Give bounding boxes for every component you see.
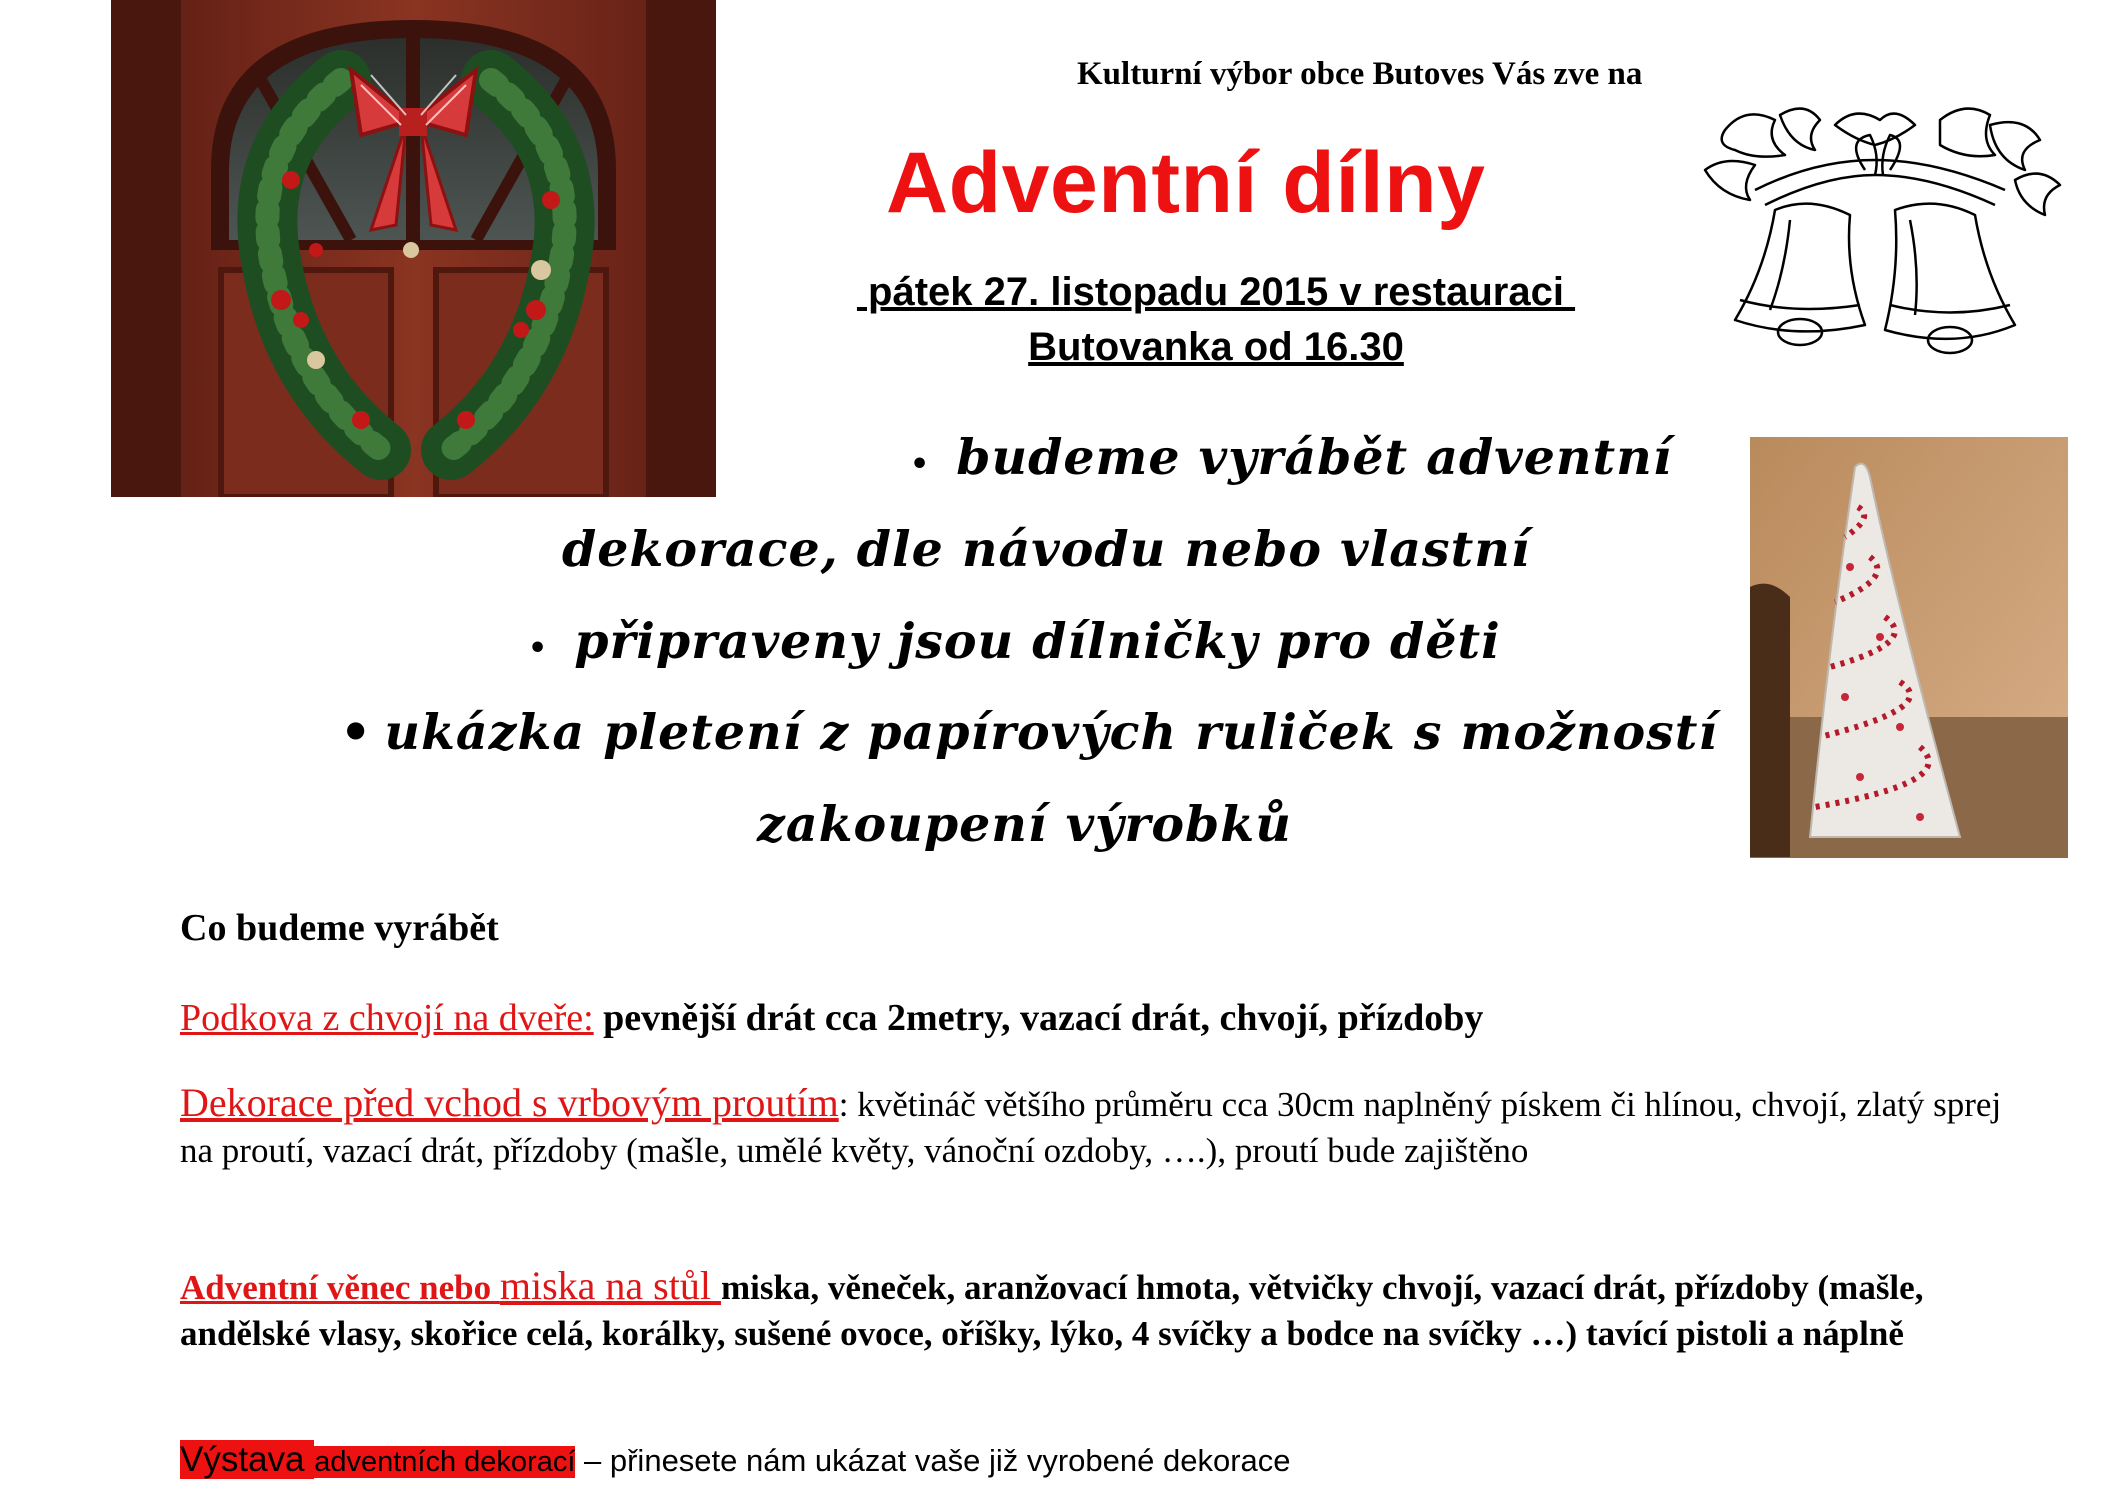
program-line-3-text: připraveny jsou dílničky pro děti xyxy=(574,612,1501,670)
intro-text: Kulturní výbor obce Butoves Vás zve na xyxy=(1077,56,1643,92)
date-line-2: Butovanka od 16.30 xyxy=(1028,325,1404,369)
program-line-5: zakoupení výrobků xyxy=(757,795,1292,853)
item-horseshoe xyxy=(180,995,2040,1041)
wreath-door-photo xyxy=(111,0,716,497)
program-line-1-text: budeme vyrábět adventní xyxy=(956,428,1673,486)
item-exhibition xyxy=(180,1437,2040,1485)
program-line-1 xyxy=(910,428,1672,486)
paper-tube-tree-photo xyxy=(1750,437,2068,858)
item-exhibition-name-1: Výstava xyxy=(180,1440,315,1479)
item-entrance-decor-text: : květináč většího průměru cca 30cm naplněný pískem či hlínou, chvojí, zlatý sprej na proutí, vazací drát, přízdoby (mašle, umělé květy, vánoční ozdoby, ….), proutí bude zajištěno xyxy=(180,1085,2002,1170)
program-line-4-text: ukázka pletení z papírových ruliček s možností xyxy=(384,703,1718,761)
program-line-3 xyxy=(528,612,1501,670)
item-horseshoe-name: Podkova z chvojí na dveře: xyxy=(180,997,594,1039)
item-entrance-decor-name: Dekorace před vchod s vrbovým proutím xyxy=(180,1080,839,1125)
program-line-4 xyxy=(340,703,1718,761)
item-advent-wreath-text: miska, věneček, aranžovací hmota, větvičky chvojí, vazací drát, přízdoby (mašle, andělské vlasy, skořice celá, korálky, sušené ovoce, oříšky, lýko, 4 svíčky a bodce na svíčky …) tavící pistoli a náplně xyxy=(180,1268,1924,1353)
item-horseshoe-text: pevnější drát cca 2metry, vazací drát, chvojí, přízdoby xyxy=(593,997,1484,1039)
program-line-2: dekorace, dle návodu nebo vlastní xyxy=(562,520,1531,578)
item-exhibition-name-2: adventních dekorací xyxy=(314,1446,576,1478)
section-title: Co budeme vyrábět xyxy=(180,907,499,949)
item-advent-wreath xyxy=(180,1263,2040,1357)
bullet: • xyxy=(910,447,931,482)
page-title: Adventní dílny xyxy=(886,135,1486,231)
bullet: • xyxy=(340,703,373,761)
item-exhibition-text: – přinesete nám ukázat vaše již vyrobené dekorace xyxy=(575,1443,1291,1478)
item-entrance-decor xyxy=(180,1080,2040,1174)
item-advent-wreath-name-1: Adventní věnec nebo xyxy=(180,1268,500,1307)
date-line-1: pátek 27. listopadu 2015 v restauraci xyxy=(856,270,1576,314)
item-advent-wreath-name-2: miska na stůl xyxy=(499,1263,721,1308)
bullet: • xyxy=(528,631,549,666)
christmas-bells-drawing xyxy=(1695,100,2065,355)
